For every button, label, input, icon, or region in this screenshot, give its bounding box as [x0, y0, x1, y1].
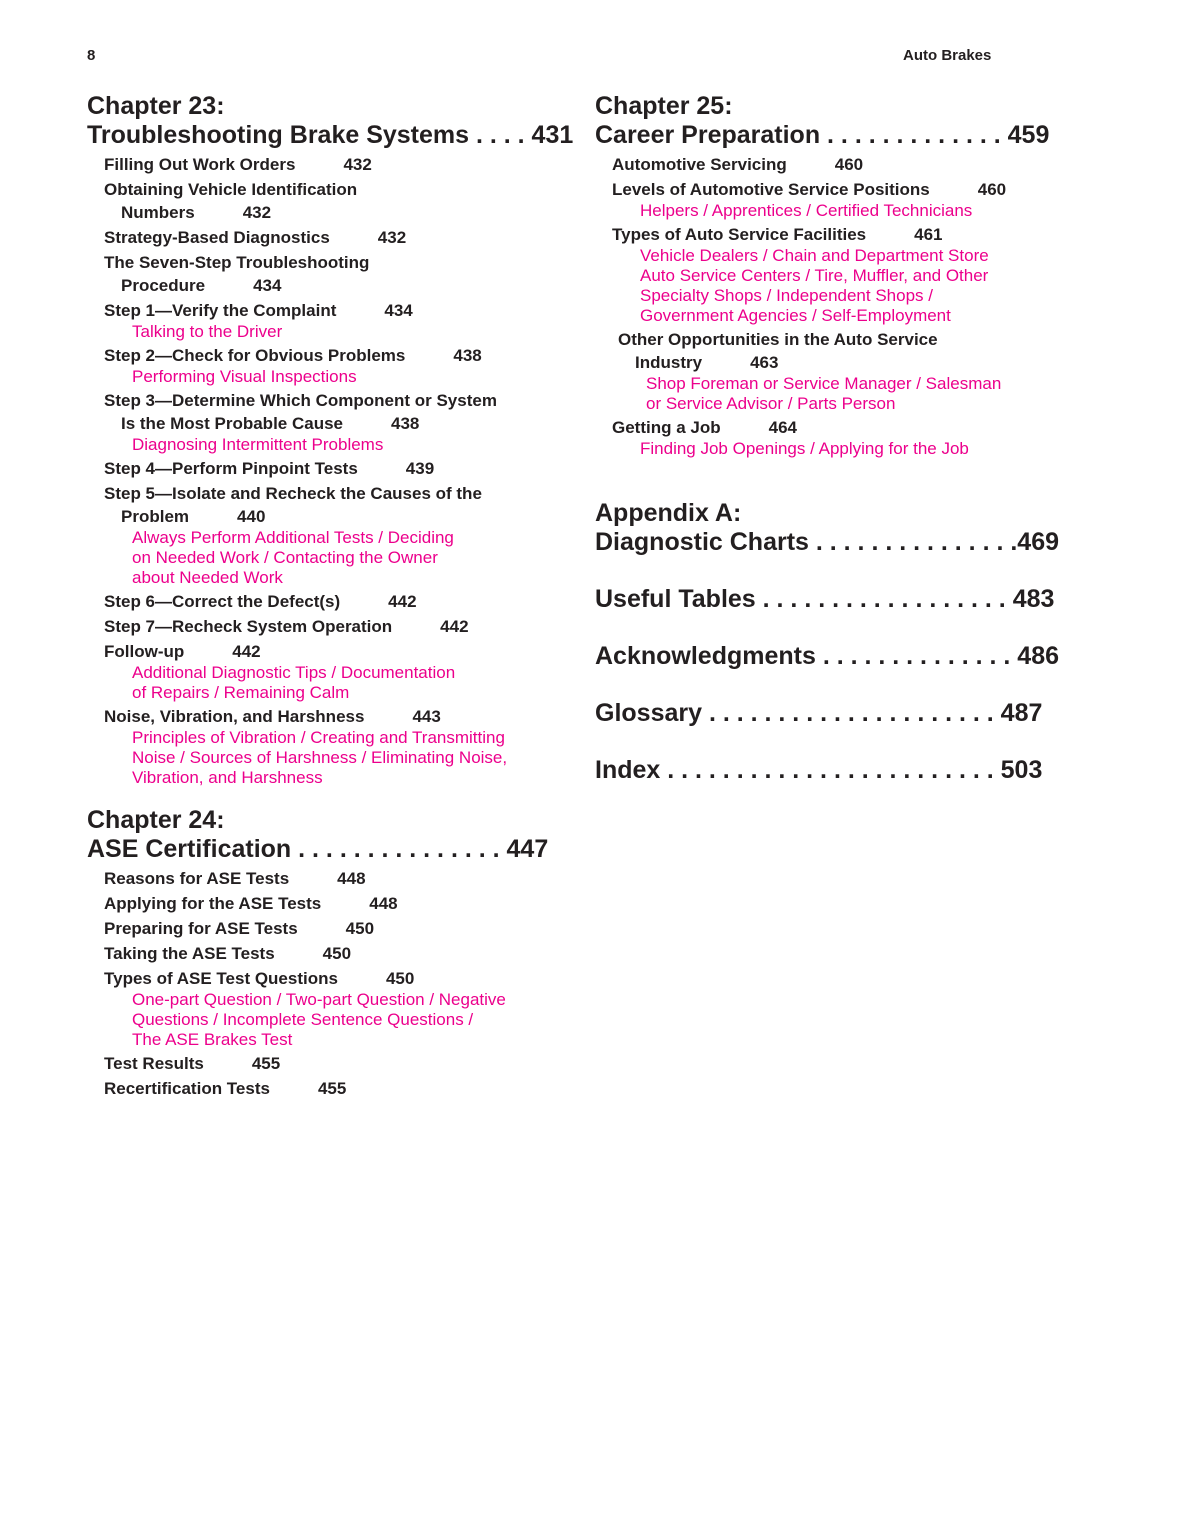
section-heading	[104, 1077, 567, 1100]
section-heading-line: Applying for the ASE Tests	[104, 894, 322, 913]
toc-entry-noise-vibration-and-harshness[interactable]	[104, 705, 567, 788]
page-ref: 440	[237, 507, 266, 526]
section-heading-line: Numbers 432	[121, 203, 272, 222]
toc-entry-filling-out-work-orders[interactable]	[104, 153, 567, 176]
page-ref: 438	[453, 346, 482, 365]
section-heading-line: Procedure 434	[121, 276, 282, 295]
subtopic-list	[132, 990, 567, 1050]
page-ref: 450	[322, 944, 352, 963]
chapter-name: Career Preparation . . . . . . . . . . . . . 459	[595, 121, 1050, 149]
toc-entry-taking-the-ase-tests[interactable]	[104, 942, 567, 965]
subtopic-list	[132, 367, 567, 387]
section-heading	[104, 892, 567, 915]
subtopic-list	[646, 374, 1075, 414]
toc-entry-follow-up[interactable]	[104, 640, 567, 703]
section-heading	[104, 615, 567, 638]
section-heading-line: Strategy-Based Diagnostics	[104, 228, 330, 247]
subtopic-line: about Needed Work	[132, 568, 283, 587]
appendix-label: Appendix A:	[595, 499, 742, 527]
back-matter-list	[595, 585, 1075, 785]
subtopic-line: or Service Advisor / Parts Person	[646, 394, 896, 413]
section-list	[612, 153, 1075, 459]
toc-entry-step-3-determine-which-component-or-syst[interactable]	[104, 389, 567, 455]
section-heading	[612, 416, 1075, 439]
toc-entry-types-of-ase-test-questions[interactable]	[104, 967, 567, 1050]
section-heading-line: Types of ASE Test Questions	[104, 969, 338, 988]
subtopic-list	[132, 528, 567, 588]
page-ref: 448	[369, 894, 398, 913]
appendix-name: Diagnostic Charts . . . . . . . . . . . . . . .469	[595, 528, 1060, 556]
subtopic-line: Principles of Vibration / Creating and Transmitting	[132, 728, 505, 747]
section-heading	[104, 590, 567, 613]
subtopic-line: Talking to the Driver	[132, 322, 283, 341]
chapter-number: Chapter 23:	[87, 92, 225, 120]
section-heading	[104, 299, 567, 322]
subtopic-line: on Needed Work / Contacting the Owner	[132, 548, 438, 567]
page-ref: 463	[750, 353, 779, 372]
section-heading	[104, 917, 567, 940]
toc-entry-step-6-correct-the-defect-s[interactable]	[104, 590, 567, 613]
toc-entry-step-5-isolate-and-recheck-the-causes-of[interactable]	[104, 482, 567, 588]
section-heading	[618, 328, 1075, 374]
right-column	[595, 92, 1075, 813]
page-ref: 448	[337, 869, 366, 888]
section-heading-line: Step 4—Perform Pinpoint Tests	[104, 459, 358, 478]
toc-entry-other-opportunities-in-the-auto-service[interactable]	[618, 328, 1075, 414]
section-heading-line: Step 6—Correct the Defect(s)	[104, 592, 341, 611]
subtopic-line: Government Agencies / Self-Employment	[640, 306, 951, 325]
page-ref: 434	[384, 301, 413, 320]
section-heading-line: Preparing for ASE Tests	[104, 919, 298, 938]
page-ref: 464	[768, 418, 797, 437]
subtopic-line: Diagnosing Intermittent Problems	[132, 435, 384, 454]
page-ref: 442	[232, 642, 261, 661]
page-ref: 455	[251, 1054, 281, 1073]
subtopic-line: Questions / Incomplete Sentence Questions /	[132, 1010, 474, 1029]
toc-entry-preparing-for-ase-tests[interactable]	[104, 917, 567, 940]
toc-entry-step-4-perform-pinpoint-tests[interactable]	[104, 457, 567, 480]
section-list	[104, 867, 567, 1100]
page-ref: 460	[977, 180, 1007, 199]
toc-entry-types-of-auto-service-facilities[interactable]	[612, 223, 1075, 326]
subtopic-list	[132, 322, 567, 342]
section-heading-line: Industry 463	[635, 353, 779, 372]
subtopic-list	[132, 663, 567, 703]
chapter-title[interactable]	[87, 92, 574, 150]
page-ref: 432	[343, 155, 372, 174]
section-heading	[104, 942, 567, 965]
section-heading	[104, 153, 567, 176]
chapter-title[interactable]	[87, 806, 567, 864]
section-heading-line: Other Opportunities in the Auto Service	[618, 330, 938, 349]
toc-entry-getting-a-job[interactable]	[612, 416, 1075, 459]
section-heading-line: Step 5—Isolate and Recheck the Causes of the	[104, 484, 482, 503]
useful-tables-entry[interactable]: Useful Tables . . . . . . . . . . . . . . . . . . 483	[595, 585, 1055, 613]
index-entry[interactable]: Index . . . . . . . . . . . . . . . . . . . . . . . . 503	[595, 756, 1043, 784]
page-ref: 438	[391, 414, 420, 433]
section-heading	[104, 251, 567, 297]
section-heading	[104, 389, 567, 435]
chapter-title[interactable]	[595, 92, 1075, 150]
page-ref: 439	[405, 459, 435, 478]
section-heading-line: Step 3—Determine Which Component or System	[104, 391, 497, 410]
toc-entry-recertification-tests[interactable]	[104, 1077, 567, 1100]
section-heading	[104, 1052, 567, 1075]
subtopic-line: Helpers / Apprentices / Certified Technicians	[640, 201, 973, 220]
section-heading-line: Follow-up	[104, 642, 185, 661]
acknowledgments-entry[interactable]: Acknowledgments . . . . . . . . . . . . . . 486	[595, 642, 1060, 670]
section-heading	[104, 482, 567, 528]
section-heading	[612, 223, 1075, 246]
section-heading	[104, 457, 567, 480]
section-list	[104, 153, 567, 788]
left-column	[87, 92, 574, 1118]
section-heading	[104, 344, 567, 367]
section-heading-line: Step 7—Recheck System Operation	[104, 617, 393, 636]
page-ref: 432	[242, 203, 272, 222]
toc-entry-step-7-recheck-system-operation[interactable]	[104, 615, 567, 638]
toc-entry-obtaining-vehicle-identification[interactable]	[104, 178, 567, 224]
subtopic-line: One-part Question / Two-part Question / Negative	[132, 990, 506, 1009]
subtopic-list	[640, 201, 1075, 221]
subtopic-line: Auto Service Centers / Tire, Muffler, and Other	[640, 266, 989, 285]
section-heading	[612, 153, 1075, 176]
section-heading-line: Problem 440	[121, 507, 266, 526]
subtopic-line: of Repairs / Remaining Calm	[132, 683, 350, 702]
subtopic-line: Noise / Sources of Harshness / Eliminating Noise,	[132, 748, 508, 767]
toc-entry-step-1-verify-the-complaint[interactable]	[104, 299, 567, 342]
section-heading-line: Reasons for ASE Tests	[104, 869, 290, 888]
page-ref: 443	[412, 707, 441, 726]
subtopic-line: Performing Visual Inspections	[132, 367, 357, 386]
appendix-a-block	[595, 499, 1075, 557]
toc-entry-applying-for-the-ase-tests[interactable]	[104, 892, 567, 915]
section-heading-line: Filling Out Work Orders	[104, 155, 296, 174]
page-ref: 461	[914, 225, 943, 244]
section-heading-line: Recertification Tests	[104, 1079, 270, 1098]
appendix-title[interactable]	[595, 499, 1075, 557]
section-heading	[104, 226, 567, 249]
section-heading-line: The Seven-Step Troubleshooting	[104, 253, 370, 272]
page-ref: 432	[377, 228, 407, 247]
page-ref: 460	[834, 155, 864, 174]
toc-entry-levels-of-automotive-service-positions[interactable]	[612, 178, 1075, 221]
page-ref: 450	[345, 919, 375, 938]
subtopic-list	[640, 439, 1075, 459]
page-ref: 434	[253, 276, 282, 295]
section-heading-line: Step 2—Check for Obvious Problems	[104, 346, 406, 365]
toc-entry-reasons-for-ase-tests[interactable]	[104, 867, 567, 890]
page-ref: 455	[317, 1079, 347, 1098]
subtopic-line: Vehicle Dealers / Chain and Department Store	[640, 246, 989, 265]
section-heading-line: Taking the ASE Tests	[104, 944, 275, 963]
glossary-entry[interactable]: Glossary . . . . . . . . . . . . . . . . . . . . . 487	[595, 699, 1043, 727]
section-heading-line: Levels of Automotive Service Positions	[612, 180, 930, 199]
section-heading-line: Types of Auto Service Facilities	[612, 225, 867, 244]
section-heading-line: Getting a Job	[612, 418, 721, 437]
section-heading	[104, 640, 567, 663]
section-heading	[612, 178, 1075, 201]
subtopic-line: Finding Job Openings / Applying for the Job	[640, 439, 969, 458]
section-heading-line: Noise, Vibration, and Harshness	[104, 707, 365, 726]
page-number: 8	[87, 47, 96, 64]
subtopic-line: Specialty Shops / Independent Shops /	[640, 286, 933, 305]
chapter-25-block	[595, 92, 1075, 459]
toc-entry-step-2-check-for-obvious-problems[interactable]	[104, 344, 567, 387]
chapter-number: Chapter 24:	[87, 806, 225, 834]
section-heading	[104, 705, 567, 728]
toc-entry-strategy-based-diagnostics[interactable]	[104, 226, 567, 249]
page-ref: 442	[440, 617, 469, 636]
chapter-number: Chapter 25:	[595, 92, 733, 120]
toc-entry-automotive-servicing[interactable]	[612, 153, 1075, 176]
subtopic-list	[640, 246, 1075, 326]
section-heading-line: Obtaining Vehicle Identification	[104, 180, 358, 199]
chapter-24-block	[87, 806, 567, 1100]
section-heading-line: Step 1—Verify the Complaint	[104, 301, 337, 320]
subtopic-line: Vibration, and Harshness	[132, 768, 323, 787]
chapter-name: ASE Certification . . . . . . . . . . . . . . . 447	[87, 835, 549, 863]
section-heading	[104, 867, 567, 890]
section-heading-line: Automotive Servicing	[612, 155, 787, 174]
subtopic-line: Additional Diagnostic Tips / Documentation	[132, 663, 456, 682]
subtopic-line: The ASE Brakes Test	[132, 1030, 293, 1049]
subtopic-list	[132, 435, 567, 455]
subtopic-line: Shop Foreman or Service Manager / Salesman	[646, 374, 1002, 393]
section-heading	[104, 178, 567, 224]
section-heading	[104, 967, 567, 990]
subtopic-line: Always Perform Additional Tests / Deciding	[132, 528, 454, 547]
page-ref: 450	[385, 969, 415, 988]
toc-entry-the-seven-step-troubleshooting[interactable]	[104, 251, 567, 297]
section-heading-line: Is the Most Probable Cause 438	[121, 414, 420, 433]
page-ref: 442	[388, 592, 417, 611]
subtopic-list	[132, 728, 567, 788]
toc-entry-test-results[interactable]	[104, 1052, 567, 1075]
chapter-name: Troubleshooting Brake Systems . . . . 431	[87, 121, 574, 149]
section-heading-line: Test Results	[104, 1054, 204, 1073]
chapter-23-block	[87, 92, 574, 788]
running-title: Auto Brakes	[903, 47, 992, 64]
